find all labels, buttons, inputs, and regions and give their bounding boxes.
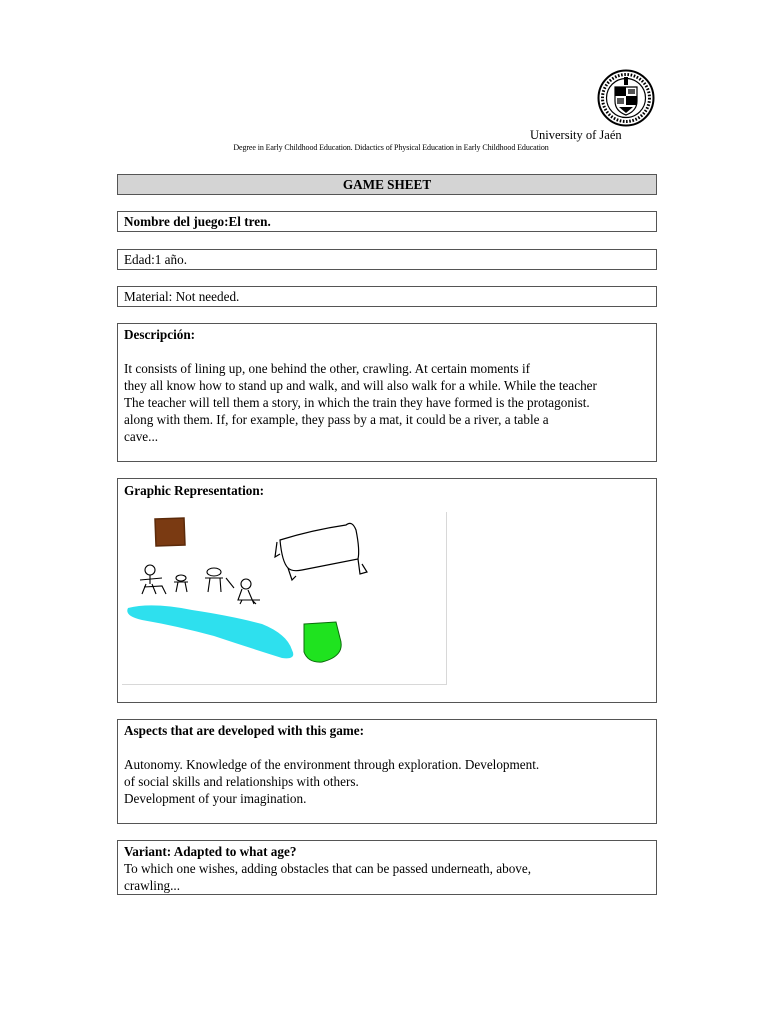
description-box [117,323,657,462]
age-field: Edad:1 año. [117,249,657,270]
aspects-line: Development of your imagination. [124,791,307,806]
variant-text [124,860,656,894]
description-line: they all know how to stand up and walk, and will also walk for a while. While the teacher [124,378,597,393]
description-line: The teacher will tell them a story, in which the train they have formed is the protagonist. [124,395,590,410]
variant-box [117,840,657,895]
green-mat-drawing [304,622,341,662]
aspects-box [117,719,657,824]
variant-line: To which one wishes, adding obstacles that can be passed underneath, above, [124,861,532,876]
aspects-line: of social skills and relationships with others. [124,774,359,789]
sheet-title: GAME SHEET [117,174,657,195]
graphic-box [117,478,657,703]
description-line: cave... [124,429,159,444]
variant-label: Variant: Adapted to what age? [124,844,297,859]
aspects-text [124,756,656,807]
aspects-line: Autonomy. Knowledge of the environment through exploration. Development. [124,757,540,772]
description-text [124,360,656,445]
drawing-canvas [122,512,446,684]
river-drawing [127,605,293,658]
children-figures [140,565,260,604]
university-name: University of Jaén [530,128,622,142]
aspects-label: Aspects that are developed with this game: [124,723,365,738]
description-line: It consists of lining up, one behind the other, crawling. At certain moments if [124,361,531,376]
material-field: Material: Not needed. [117,286,657,307]
table-drawing [275,523,367,580]
game-name-field: Nombre del juego:El tren. [117,211,657,232]
university-seal-logo [597,69,655,127]
graphic-drawing [122,512,447,685]
graphic-label: Graphic Representation: [124,483,265,498]
degree-subtitle: Degree in Early Childhood Education. Didactics of Physical Education in Early Childhood Education [233,143,549,152]
variant-line: crawling... [124,878,181,893]
description-line: along with them. If, for example, they pass by a mat, it could be a river, a table a [124,412,549,427]
description-label: Descripción: [124,327,196,342]
brown-square [155,518,185,546]
